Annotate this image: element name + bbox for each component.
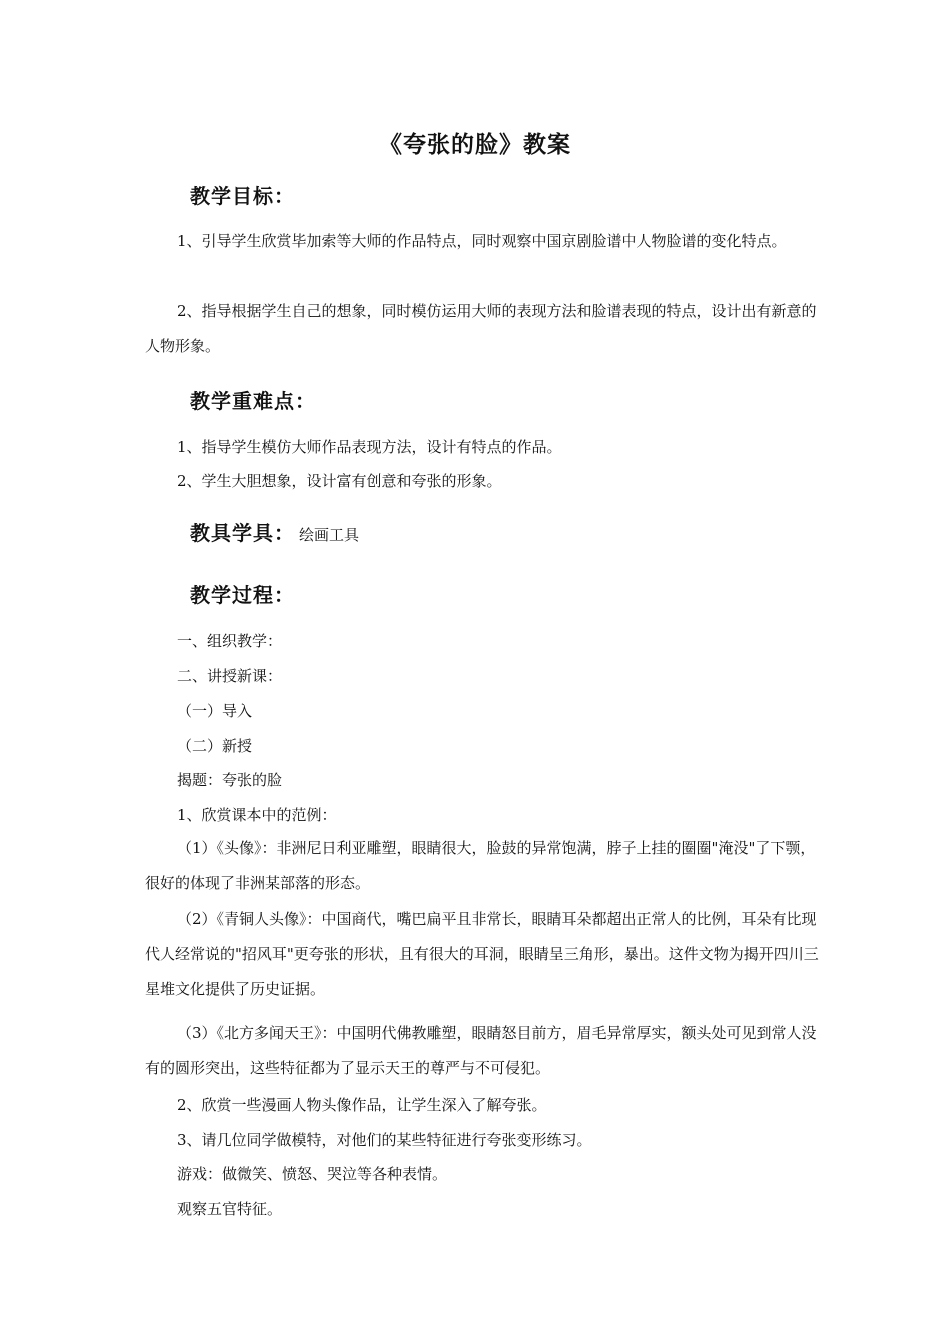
- process-line-5: 揭题：夸张的脸: [177, 771, 283, 789]
- example-1: （1）《头像》：非洲尼日利亚雕塑，眼睛很大，脸鼓的异常饱满，脖子上挂的圈圈"淹没"了下颚，很好的体现了非洲某部落的形态。: [145, 839, 816, 892]
- tail-line-1: 2、欣赏一些漫画人物头像作品，让学生深入了解夸张。: [177, 1096, 547, 1114]
- tail-line-2: 3、请几位同学做模特，对他们的某些特征进行夸张变形练习。: [177, 1131, 592, 1149]
- process-line-2: 二、讲授新课：: [177, 667, 283, 685]
- tail-line-4: 观察五官特征。: [177, 1200, 283, 1218]
- difficulty-item-2: 2、学生大胆想象，设计富有创意和夸张的形象。: [177, 472, 502, 490]
- objective-item-2: 2、指导根据学生自己的想象，同时模仿运用大师的表现方法和脸谱表现的特点，设计出有新意的人物形象。: [145, 302, 817, 355]
- objectives-heading: 教学目标：: [190, 184, 295, 208]
- tail-line-3: 游戏：做微笑、愤怒、哭泣等各种表情。: [177, 1165, 448, 1183]
- tools-heading: 教具学具：: [190, 521, 295, 545]
- difficulties-heading: 教学重难点：: [190, 389, 316, 413]
- tools-section: [190, 517, 359, 546]
- process-heading: 教学过程：: [190, 583, 295, 607]
- process-line-4: （二）新授: [177, 737, 253, 755]
- difficulty-item-1: 1、指导学生模仿大师作品表现方法，设计有特点的作品。: [177, 438, 562, 456]
- process-line-3: （一）导入: [177, 702, 253, 720]
- process-line-1: 一、组织教学：: [177, 632, 283, 650]
- example-3: （3）《北方多闻天王》：中国明代佛教雕塑，眼睛怒目前方，眉毛异常厚实，额头处可见到常人没有的圆形突出，这些特征都为了显示天王的尊严与不可侵犯。: [145, 1024, 817, 1077]
- process-line-6: 1、欣赏课本中的范例：: [177, 806, 337, 824]
- example-2: （2）《青铜人头像》：中国商代，嘴巴扁平且非常长，眼睛耳朵都超出正常人的比例，耳朵有比现代人经常说的"招风耳"更夸张的形状，且有很大的耳洞，眼睛呈三角形，暴出。这件文物为揭开四川三星堆文化提供了历史证据。: [145, 910, 819, 998]
- document-title: 《夸张的脸》教案: [379, 132, 571, 158]
- tools-value: 绘画工具: [299, 526, 360, 544]
- objective-item-1: 1、引导学生欣赏毕加索等大师的作品特点，同时观察中国京剧脸谱中人物脸谱的变化特点。: [177, 232, 787, 250]
